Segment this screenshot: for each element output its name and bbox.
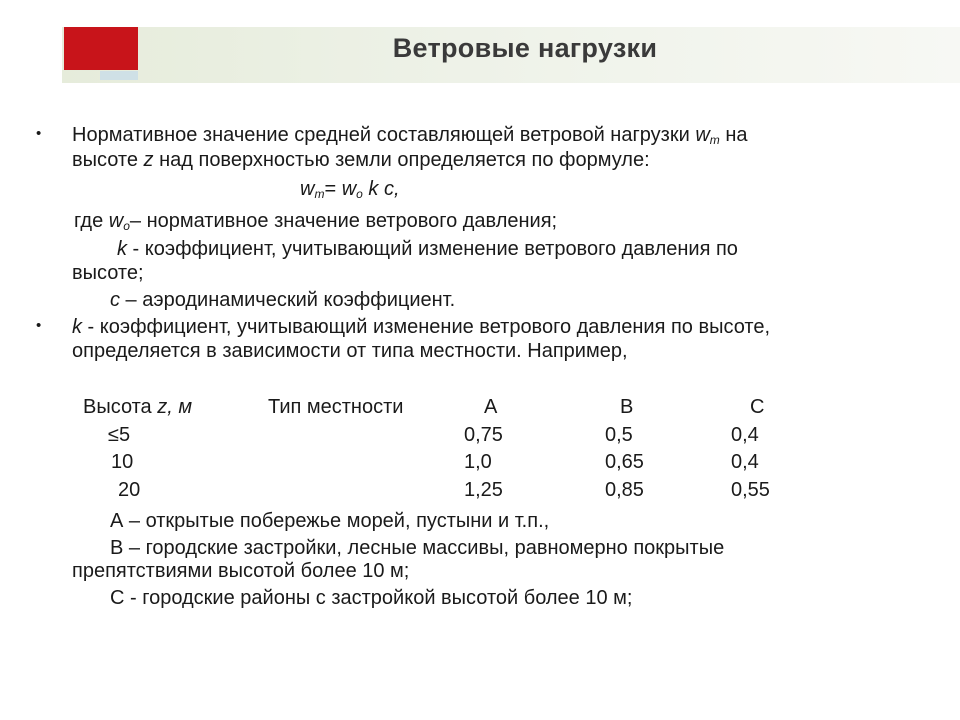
bullet-dot-2: • [36,317,42,334]
table-row-3-c: 0,55 [731,479,770,501]
table-row-2-b: 0,65 [605,451,644,473]
table-row-1-a: 0,75 [464,424,503,446]
formula: $w_m= w_o$ k c, [300,178,400,201]
table-header-height: Высота z, м [83,396,193,418]
table-header-terrain: Тип местности [268,396,404,418]
table-row-2-c: 0,4 [731,451,759,473]
note-c: С - городские районы с застройкой высотой более 10 м; [110,587,633,609]
bullet1-line1: Нормативное значение средней составляющей ветровой нагрузки $w_m$ на [72,124,748,147]
bullet2-line2: определяется в зависимости от типа местности. Например, [72,340,628,362]
bullet2-line1: k - коэффициент, учитывающий изменение ветрового давления по высоте, [72,316,771,338]
bullet1-line2: высоте z над поверхностью земли определяется по формуле: [72,149,650,171]
table-row-1-c: 0,4 [731,424,759,446]
note-b-line1: В – городские застройки, лесные массивы, равномерно покрытые [110,537,725,559]
def-c: c – аэродинамический коэффициент. [110,289,456,311]
table-header-c: С [750,396,765,418]
slide-title: Ветровые нагрузки [392,33,658,63]
table-row-2-z: 10 [111,451,134,473]
note-a: А – открытые побережье морей, пустыни и т.п., [110,510,550,532]
table-row-2-a: 1,0 [464,451,492,473]
table-row-3-a: 1,25 [464,479,503,501]
table-header-b: В [620,396,634,418]
table-row-1-z: ≤5 [108,424,131,446]
table-row-3-z: 20 [118,479,141,501]
def-wo: где $w_o-$ нормативное значение ветрового давления; [74,210,558,233]
table-row-3-b: 0,85 [605,479,644,501]
table-header-a: А [484,396,498,418]
bullet-dot-1: • [36,125,42,142]
def-k-line2: высоте; [72,262,144,284]
table-row-1-b: 0,5 [605,424,633,446]
note-b-line2: препятствиями высотой более 10 м; [72,560,410,582]
accent-strip [100,71,138,80]
def-k-line1: k - коэффициент, учитывающий изменение ветрового давления по [117,238,738,260]
